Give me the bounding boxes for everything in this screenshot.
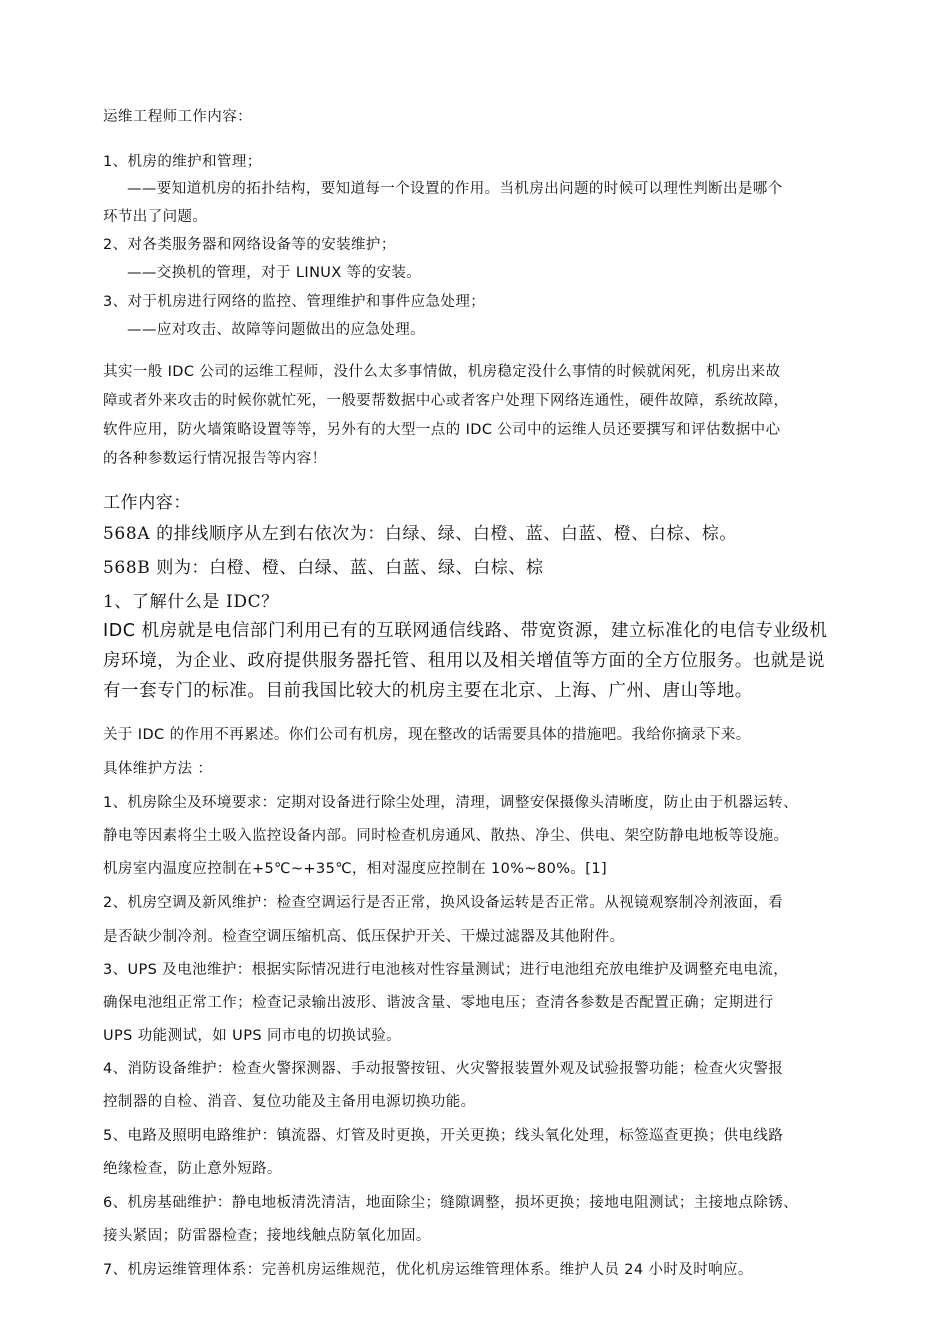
method-item: 4、消防设备维护：检查火警探测器、手动报警按钮、火灾警报装置外观及试验报警功能；检查火灾警报 bbox=[103, 1061, 784, 1077]
paragraph-line: 关于 IDC 的作用不再累述。你们公司有机房，现在整改的话需要具体的措施吧。我给你摘录下来。 bbox=[103, 727, 751, 743]
method-item-cont: 是否缺少制冷剂。检查空调压缩机高、低压保护开关、干燥过滤器及其他附件。 bbox=[103, 929, 625, 945]
idc-definition-line: 有一套专门的标准。目前我国比较大的机房主要在北京、上海、广州、唐山等地。 bbox=[103, 681, 753, 701]
list-item: 1、机房的维护和管理； bbox=[103, 154, 262, 170]
method-item: 2、机房空调及新风维护：检查空调运行是否正常，换风设备运转是否正常。从视镜观察制冷剂液面，看 bbox=[103, 895, 784, 911]
question-heading: 1、了解什么是 IDC？ bbox=[103, 592, 279, 612]
method-item: 1、机房除尘及环境要求：定期对设备进行除尘处理，清理，调整安保摄像头清晰度，防止由于机器运转、 bbox=[103, 795, 799, 811]
methods-heading: 具体维护方法 ： bbox=[103, 761, 213, 777]
paragraph-line: 的各种参数运行情况报告等内容！ bbox=[103, 451, 327, 467]
section-title: 运维工程师工作内容： bbox=[103, 109, 252, 125]
list-item-detail: ——应对攻击、故障等问题做出的应急处理。 bbox=[127, 322, 425, 338]
list-item-detail: ——要知道机房的拓扑结构，要知道每一个设置的作用。当机房出问题的时候可以理性判断出是哪个 bbox=[127, 181, 783, 197]
method-item-cont: 确保电池组正常工作；检查记录输出波形、谐波含量、零地电压；查清各参数是否配置正确；定期进行 bbox=[103, 995, 774, 1011]
method-item-cont: 机房室内温度应控制在+5℃~+35℃，相对湿度应控制在 10%~80%。[1] bbox=[103, 861, 608, 877]
section-heading: 工作内容： bbox=[103, 493, 191, 513]
method-item-cont: 控制器的自检、消音、复位功能及主备用电源切换功能。 bbox=[103, 1094, 476, 1110]
list-item-detail: ——交换机的管理，对于 LINUX 等的安装。 bbox=[127, 265, 422, 281]
idc-definition-line: 房环境，为企业、政府提供服务器托管、租用以及相关增值等方面的全方位服务。也就是说 bbox=[103, 651, 825, 671]
paragraph-line: 其实一般 IDC 公司的运维工程师，没什么太多事情做，机房稳定没什么事情的时候就闲死，机房出来故 bbox=[103, 364, 781, 380]
method-item-cont: 接头紧固；防雷器检查；接地线触点防氧化加固。 bbox=[103, 1228, 431, 1244]
list-item: 3、对于机房进行网络的监控、管理维护和事件应急处理； bbox=[103, 294, 486, 310]
list-item-detail: 环节出了问题。 bbox=[103, 209, 208, 225]
idc-definition-line: IDC 机房就是电信部门利用已有的互联网通信线路、带宽资源，建立标准化的电信专业级机 bbox=[103, 621, 828, 641]
wiring-568b: 568B 则为：白橙、橙、白绿、蓝、白蓝、绿、白棕、棕 bbox=[103, 558, 544, 578]
method-item: 5、电路及照明电路维护：镇流器、灯管及时更换，开关更换；线头氧化处理，标签巡查更换；供电线路 bbox=[103, 1128, 784, 1144]
method-item: 7、机房运维管理体系：完善机房运维规范，优化机房运维管理体系。维护人员 24 小时及时响应。 bbox=[103, 1262, 753, 1278]
wiring-568a: 568A 的排线顺序从左到右依次为：白绿、绿、白橙、蓝、白蓝、橙、白棕、棕。 bbox=[103, 524, 737, 544]
method-item: 3、UPS 及电池维护：根据实际情况进行电池核对性容量测试；进行电池组充放电维护及调整充电电流， bbox=[103, 962, 789, 978]
method-item-cont: UPS 功能测试，如 UPS 同市电的切换试验。 bbox=[103, 1028, 402, 1044]
method-item-cont: 静电等因素将尘土吸入监控设备内部。同时检查机房通风、散热、净尘、供电、架空防静电地板等设施。 bbox=[103, 828, 789, 844]
list-item: 2、对各类服务器和网络设备等的安装维护； bbox=[103, 237, 396, 253]
method-item-cont: 绝缘检查，防止意外短路。 bbox=[103, 1161, 282, 1177]
paragraph-line: 软件应用，防火墙策略设置等等，另外有的大型一点的 IDC 公司中的运维人员还要撰写和评估数据中心 bbox=[103, 422, 781, 438]
method-item: 6、机房基础维护：静电地板清洗清洁，地面除尘；缝隙调整，损坏更换；接地电阻测试；主接地点除锈、 bbox=[103, 1195, 799, 1211]
paragraph-line: 障或者外来攻击的时候你就忙死，一般要帮数据中心或者客户处理下网络连通性，硬件故障，系统故障， bbox=[103, 393, 789, 409]
